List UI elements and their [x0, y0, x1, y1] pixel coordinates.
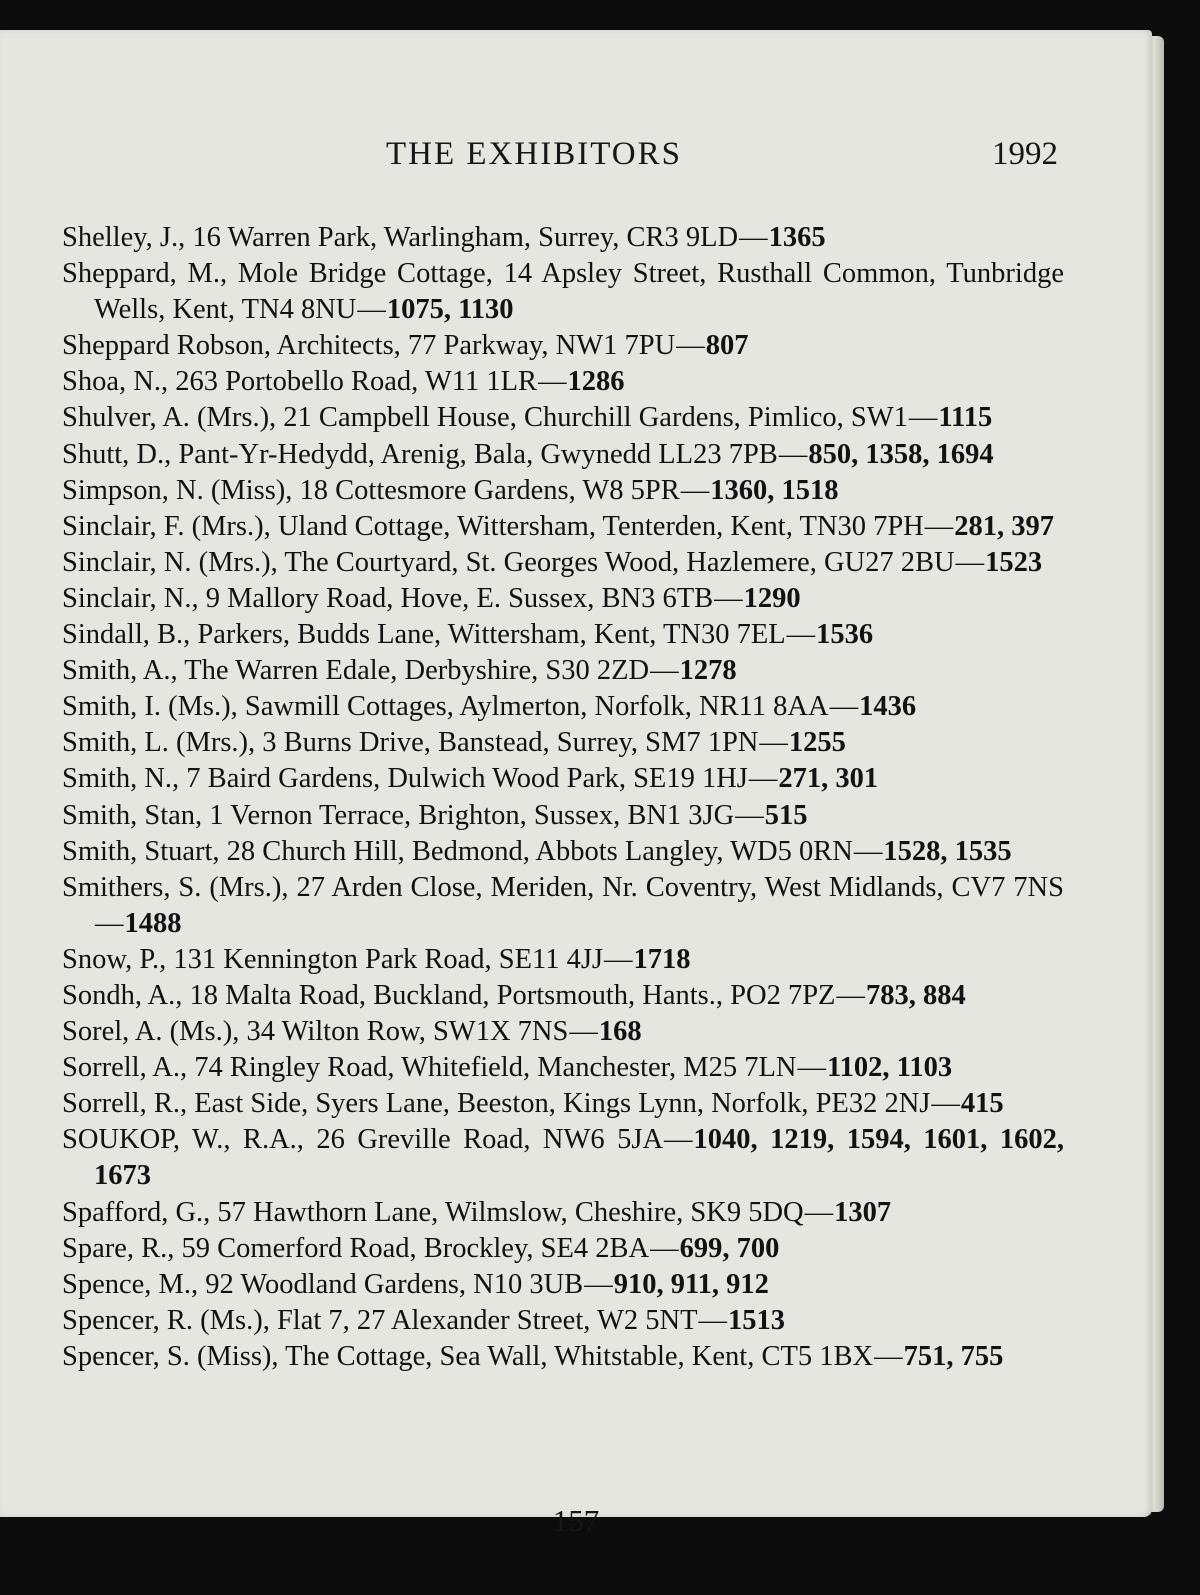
exhibitor-entry	[62, 545, 1064, 581]
entry-separator: —	[748, 763, 778, 795]
entry-separator: —	[908, 402, 938, 434]
catalogue-numbers: 1528, 1535	[883, 835, 1012, 867]
exhibitor-address: Shoa, N., 263 Portobello Road, W11 1LR	[62, 366, 537, 398]
page-number: 157	[552, 1503, 600, 1538]
exhibitor-address: Sorrell, A., 74 Ringley Road, Whitefield, Manchester, M25 7LN	[62, 1052, 797, 1084]
exhibitor-address: Sinclair, N., 9 Mallory Road, Hove, E. Sussex, BN3 6TB	[62, 582, 714, 614]
catalogue-numbers: 751, 755	[903, 1340, 1004, 1372]
exhibitor-address: Spare, R., 59 Comerford Road, Brockley, SE4 2BA	[62, 1232, 650, 1264]
exhibitor-entry	[62, 942, 1064, 978]
book-page	[0, 30, 1152, 1538]
exhibitor-entry	[62, 725, 1064, 761]
entry-separator: —	[759, 727, 788, 759]
exhibitor-entry	[62, 617, 1064, 653]
entry-separator: —	[664, 1124, 693, 1156]
catalogue-numbers: 807	[705, 330, 749, 362]
exhibitor-address: Smith, Stuart, 28 Church Hill, Bedmond, Abbots Langley, WD5 0RN	[62, 835, 853, 867]
exhibitor-address: Sindall, B., Parkers, Budds Lane, Wittersham, Kent, TN30 7EL	[62, 619, 786, 651]
catalogue-numbers: 168	[598, 1016, 642, 1048]
catalogue-numbers: 1278	[679, 655, 737, 687]
catalogue-numbers: 1115	[938, 402, 993, 434]
exhibitor-entry	[62, 1122, 1064, 1194]
catalogue-numbers: 783, 884	[865, 979, 966, 1011]
exhibitor-address: Smith, Stan, 1 Vernon Terrace, Brighton, Sussex, BN1 3JG	[62, 799, 735, 831]
exhibitor-address: Snow, P., 131 Kennington Park Road, SE11 4JJ	[62, 943, 603, 975]
catalogue-numbers: 1718	[633, 943, 691, 975]
exhibitor-address: SOUKOP, W., R.A., 26 Greville Road, NW6 5JA	[62, 1124, 664, 1156]
exhibitor-address: Spence, M., 92 Woodland Gardens, N10 3UB	[62, 1268, 584, 1300]
entry-separator: —	[778, 438, 808, 470]
catalogue-numbers: 699, 700	[679, 1232, 780, 1264]
exhibitor-address: Smith, I. (Ms.), Sawmill Cottages, Aylmerton, Norfolk, NR11 8AA	[62, 691, 829, 723]
catalogue-numbers: 271, 301	[778, 763, 879, 795]
exhibitor-entry	[62, 1231, 1064, 1267]
catalogue-numbers: 850, 1358, 1694	[808, 438, 994, 470]
exhibitor-address: Smith, N., 7 Baird Gardens, Dulwich Wood Park, SE19 1HJ	[62, 763, 748, 795]
exhibitor-entry	[62, 653, 1064, 689]
catalogue-numbers: 1290	[743, 582, 801, 614]
page-title: THE EXHIBITORS	[386, 136, 682, 172]
catalogue-numbers: 1365	[768, 222, 826, 253]
exhibitor-entry	[62, 473, 1064, 509]
entry-separator: —	[604, 943, 633, 975]
catalogue-numbers: 1075, 1130	[386, 294, 514, 326]
catalogue-numbers: 1536	[816, 619, 874, 651]
exhibitor-address: Sheppard Robson, Architects, 77 Parkway, NW1 7PU	[62, 330, 676, 362]
catalogue-numbers: 1102, 1103	[826, 1052, 953, 1084]
exhibitor-address: Spafford, G., 57 Hawthorn Lane, Wilmslow, Cheshire, SK9 5DQ	[62, 1196, 804, 1228]
exhibitor-entry	[62, 328, 1064, 364]
running-head	[0, 136, 1152, 186]
entry-separator: —	[714, 582, 743, 614]
exhibitor-entry	[62, 1195, 1064, 1231]
entry-separator: —	[584, 1268, 613, 1300]
entry-separator: —	[650, 655, 679, 687]
exhibitor-address: Sinclair, N. (Mrs.), The Courtyard, St. Georges Wood, Hazlemere, GU27 2BU	[62, 546, 955, 578]
exhibitor-address: Sorrell, R., East Side, Syers Lane, Beeston, Kings Lynn, Norfolk, PE32 2NJ	[62, 1088, 931, 1120]
exhibitor-entry	[62, 1303, 1064, 1339]
entry-separator: —	[569, 1016, 598, 1048]
entry-separator: —	[804, 1196, 834, 1228]
exhibitor-address: Sorel, A. (Ms.), 34 Wilton Row, SW1X 7NS	[62, 1016, 569, 1048]
entry-separator: —	[829, 691, 859, 723]
catalogue-numbers: 910, 911, 912	[613, 1268, 769, 1300]
exhibitor-entry	[62, 256, 1064, 328]
entry-separator: —	[931, 1088, 960, 1120]
catalogue-numbers: 1286	[567, 366, 625, 398]
catalogue-numbers: 281, 397	[954, 510, 1055, 542]
entry-separator: —	[739, 222, 768, 253]
exhibitor-entry	[62, 1050, 1064, 1086]
exhibitor-address: Shelley, J., 16 Warren Park, Warlingham, Surrey, CR3 9LD	[62, 222, 739, 253]
catalogue-numbers: 1488	[124, 907, 182, 939]
exhibitor-address: Smith, A., The Warren Edale, Derbyshire, S30 2ZD	[62, 655, 650, 687]
exhibitor-entry	[62, 400, 1064, 436]
exhibitor-entry	[62, 1339, 1064, 1375]
exhibitor-list	[62, 220, 1064, 1375]
catalogue-numbers: 1513	[728, 1304, 786, 1336]
entry-separator: —	[95, 907, 124, 939]
catalogue-numbers: 515	[764, 799, 808, 831]
catalogue-numbers: 1307	[834, 1196, 892, 1228]
entry-separator: —	[853, 835, 883, 867]
catalogue-numbers: 1523	[985, 546, 1043, 578]
exhibitor-entry	[62, 978, 1064, 1014]
entry-separator: —	[537, 366, 567, 398]
entry-separator: —	[874, 1340, 903, 1372]
entry-separator: —	[786, 619, 816, 651]
entry-separator: —	[680, 474, 710, 506]
exhibitor-address: Sondh, A., 18 Malta Road, Buckland, Portsmouth, Hants., PO2 7PZ	[62, 979, 836, 1011]
exhibitor-entry	[62, 761, 1064, 797]
catalogue-numbers: 1040, 1219, 1594, 1601, 1602, 1673	[94, 1124, 1065, 1192]
exhibitor-address: Spencer, R. (Ms.), Flat 7, 27 Alexander Street, W2 5NT	[62, 1304, 698, 1336]
exhibitor-address: Shutt, D., Pant-Yr-Hedydd, Arenig, Bala, Gwynedd LL23 7PB	[62, 438, 778, 470]
entry-separator: —	[698, 1304, 728, 1336]
entry-separator: —	[735, 799, 764, 831]
exhibitor-address: Sheppard, M., Mole Bridge Cottage, 14 Apsley Street, Rusthall Common, Tunbridge Wells, Kent, TN4 8NU	[62, 258, 1064, 326]
catalogue-numbers: 1436	[859, 691, 917, 723]
exhibitor-entry	[62, 1267, 1064, 1303]
exhibitor-address: Smithers, S. (Mrs.), 27 Arden Close, Meriden, Nr. Coventry, West Midlands, CV7 7NS	[62, 871, 1064, 903]
exhibitor-address: Smith, L. (Mrs.), 3 Burns Drive, Banstead, Surrey, SM7 1PN	[62, 727, 759, 759]
catalogue-numbers: 1255	[788, 727, 846, 759]
exhibitor-entry	[62, 364, 1064, 400]
exhibitor-entry	[62, 798, 1064, 834]
entry-separator: —	[650, 1232, 679, 1264]
entry-separator: —	[836, 979, 865, 1011]
entry-separator: —	[357, 294, 386, 326]
exhibitor-entry	[62, 834, 1064, 870]
entry-separator: —	[797, 1052, 826, 1084]
exhibitor-entry	[62, 509, 1064, 545]
catalogue-numbers: 415	[960, 1088, 1004, 1120]
entry-separator: —	[924, 510, 954, 542]
exhibitor-address: Sinclair, F. (Mrs.), Uland Cottage, Wittersham, Tenterden, Kent, TN30 7PH	[62, 510, 924, 542]
entry-separator: —	[676, 330, 705, 362]
exhibitor-entry	[62, 581, 1064, 617]
exhibitor-address: Shulver, A. (Mrs.), 21 Campbell House, Churchill Gardens, Pimlico, SW1	[62, 402, 908, 434]
exhibitor-address: Spencer, S. (Miss), The Cottage, Sea Wall, Whitstable, Kent, CT5 1BX	[62, 1340, 874, 1372]
catalogue-numbers: 1360, 1518	[710, 474, 839, 506]
exhibitor-entry	[62, 220, 1064, 256]
exhibitor-entry	[62, 437, 1064, 473]
exhibitor-entry	[62, 689, 1064, 725]
exhibitor-entry	[62, 1014, 1064, 1050]
entry-separator: —	[955, 546, 985, 578]
exhibitor-entry	[62, 1086, 1064, 1122]
page-year: 1992	[992, 136, 1058, 172]
exhibitor-address: Simpson, N. (Miss), 18 Cottesmore Gardens, W8 5PR	[62, 474, 680, 506]
exhibitor-entry	[62, 870, 1064, 942]
